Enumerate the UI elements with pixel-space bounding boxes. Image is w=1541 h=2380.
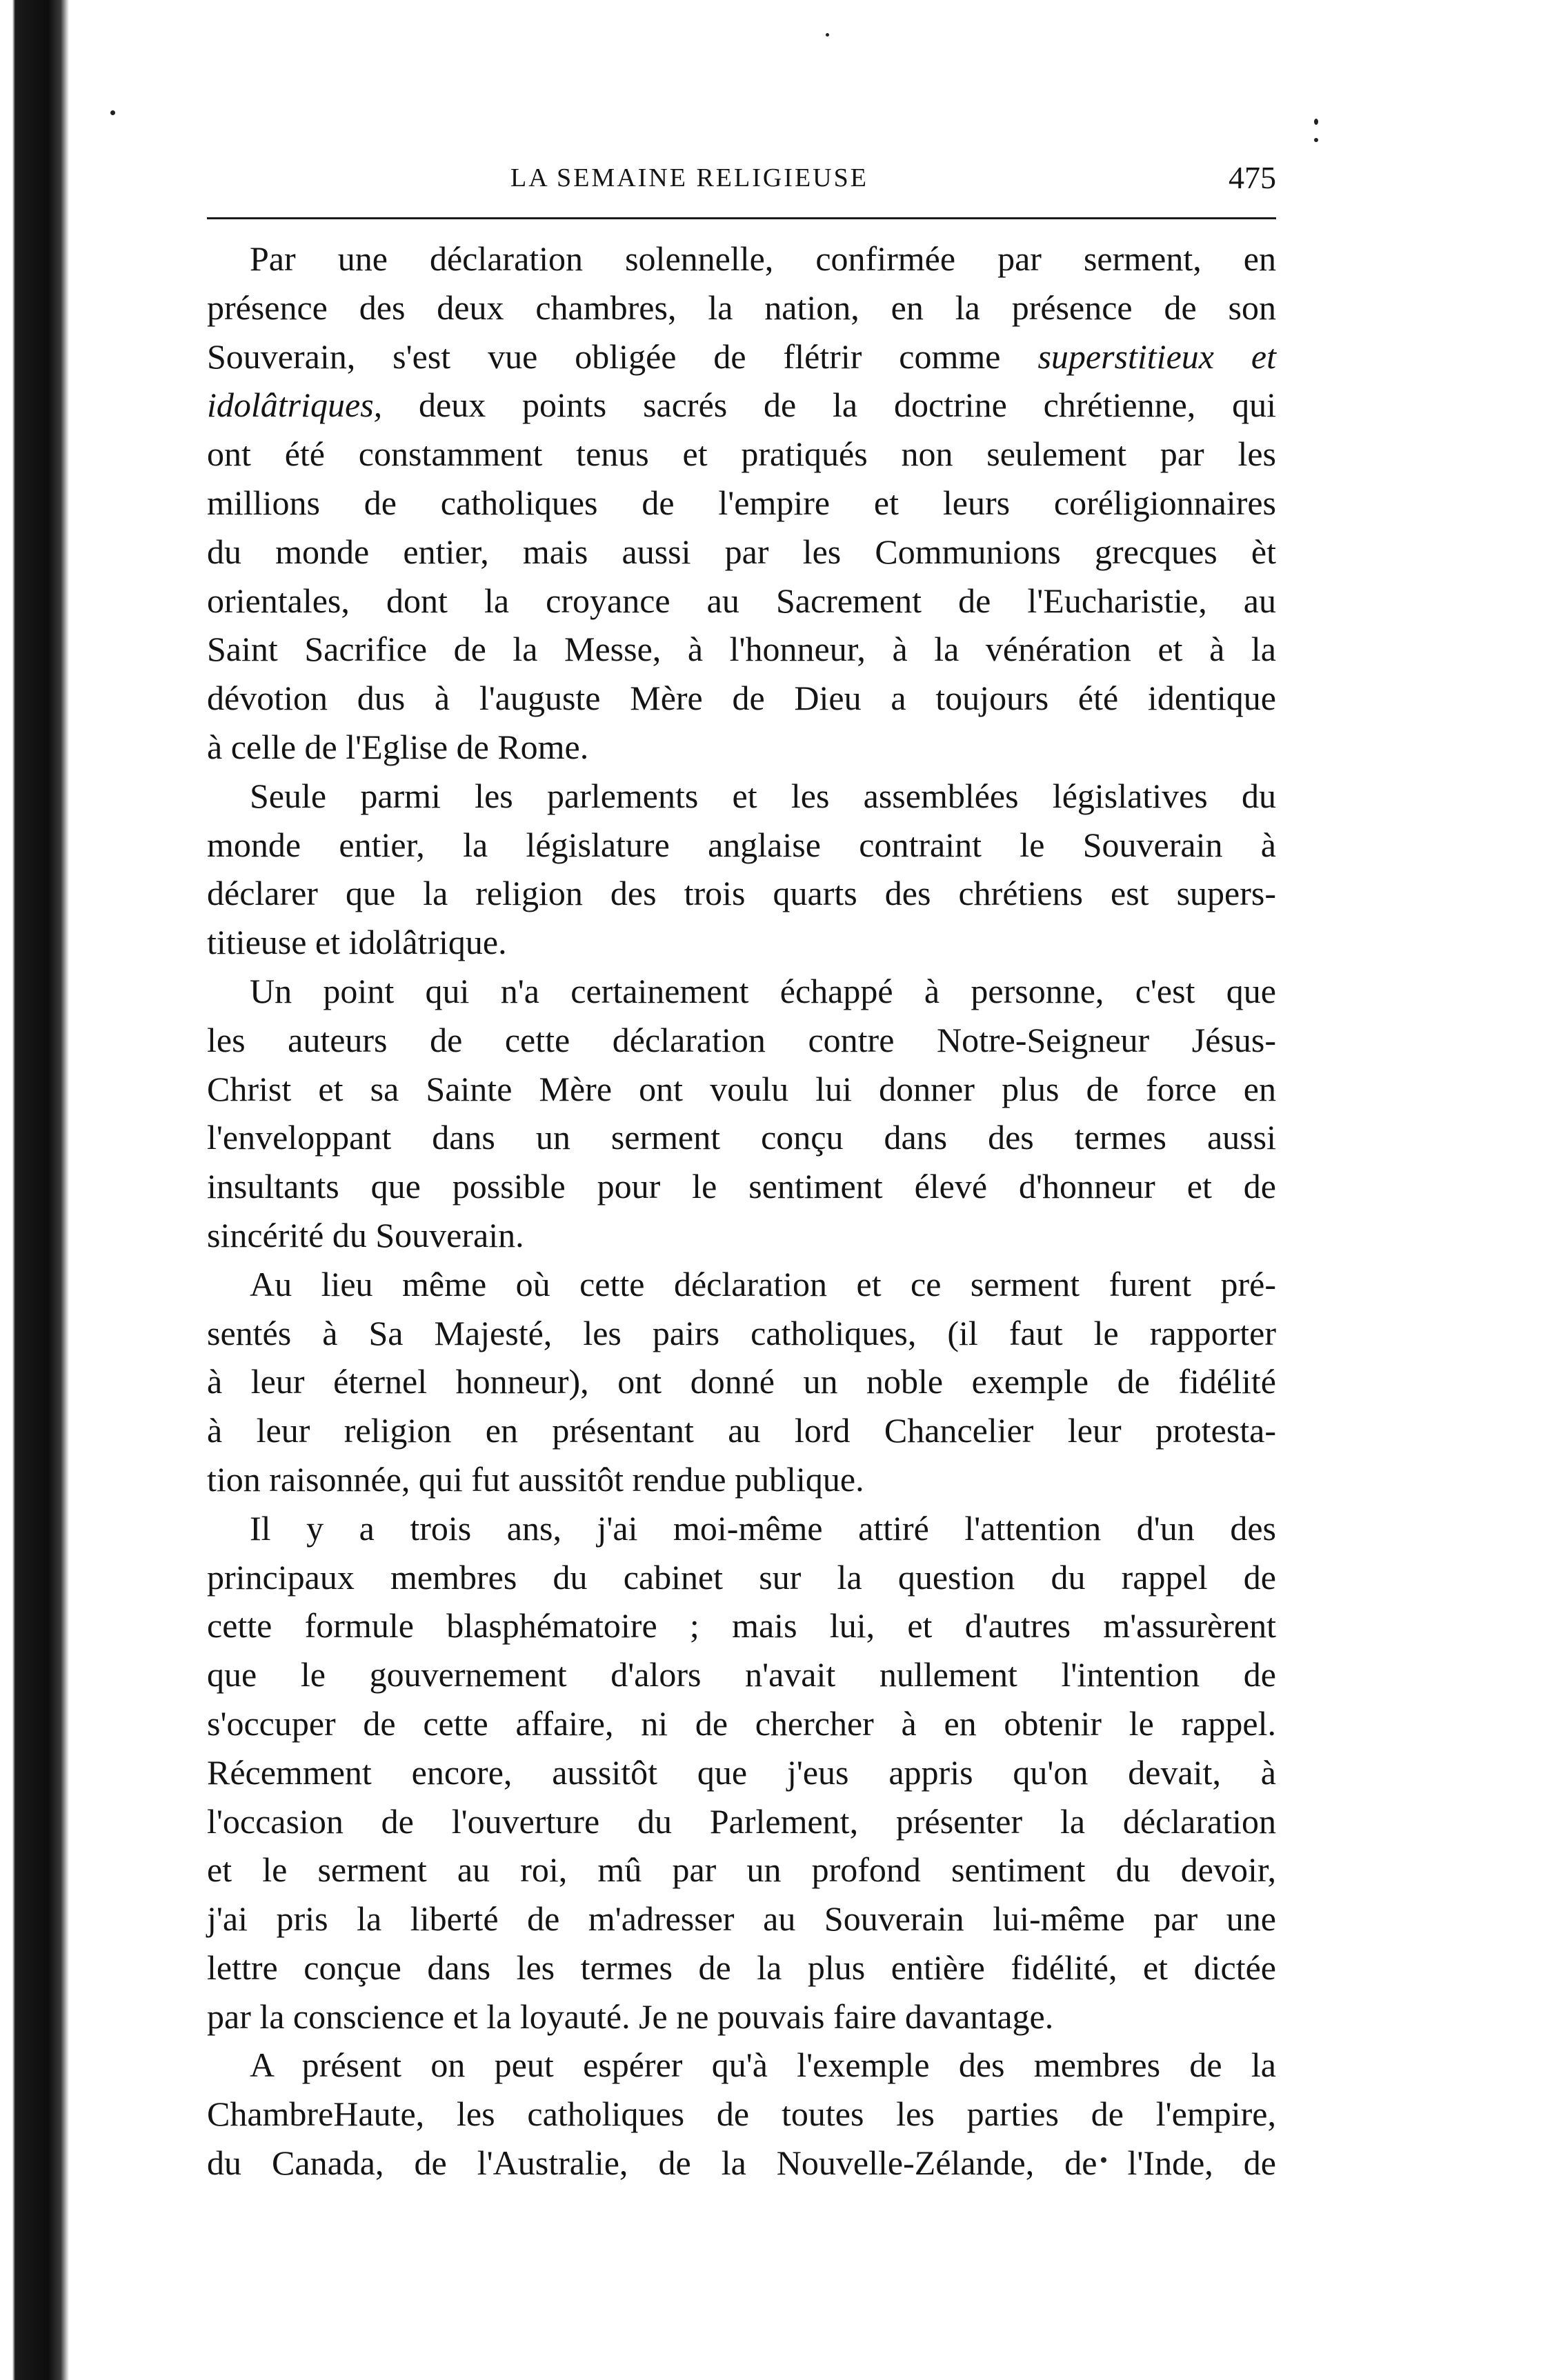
text-line: A présent on peut espérer qu'à l'exemple des membres de la bbox=[250, 2046, 1276, 2085]
text-line: Un point qui n'a certainement échappé à personne, c'est que bbox=[250, 971, 1276, 1010]
paragraph bbox=[207, 1260, 1276, 1504]
text-line: millions de catholiques de l'empire et leurs coréligionnaires bbox=[207, 483, 1276, 522]
body-text bbox=[207, 234, 1276, 2188]
running-title: LA SEMAINE RELIGIEUSE bbox=[510, 163, 868, 192]
page-number: 475 bbox=[1229, 160, 1276, 195]
text-line: du Canada, de l'Australie, de la Nouvelle-Zélande, de l'Inde, de bbox=[207, 2143, 1276, 2183]
text-line: insultants que possible pour le sentiment élevé d'honneur et de bbox=[207, 1167, 1276, 1206]
scan-speck bbox=[1314, 119, 1318, 125]
text-line: ont été constamment tenus et pratiqués non seulement par les bbox=[207, 434, 1276, 474]
text-line: monde entier, la législature anglaise contraint le Souverain à bbox=[207, 825, 1276, 864]
text-line: principaux membres du cabinet sur la question du rappel de bbox=[207, 1557, 1276, 1597]
scan-speck bbox=[1314, 138, 1318, 142]
text-line: j'ai pris la liberté de m'adresser au Souverain lui-même par une bbox=[207, 1899, 1276, 1939]
running-head bbox=[207, 157, 1276, 199]
paragraph bbox=[207, 967, 1276, 1260]
text-line: cette formule blasphématoire ; mais lui, et d'autres m'assurèrent bbox=[207, 1606, 1276, 1646]
paragraph bbox=[207, 1504, 1276, 2041]
paragraph bbox=[207, 772, 1276, 967]
text-line: tion raisonnée, qui fut aussitôt rendue publique. bbox=[207, 1459, 864, 1499]
paragraph bbox=[207, 234, 1276, 772]
text-line: sentés à Sa Majesté, les pairs catholiques, (il faut le rapporter bbox=[207, 1313, 1276, 1352]
text-line: du monde entier, mais aussi par les Communions grecques èt bbox=[207, 532, 1276, 571]
text-line: lettre conçue dans les termes de la plus entière fidélité, et dictée bbox=[207, 1948, 1276, 1987]
text-line: sincérité du Souverain. bbox=[207, 1215, 524, 1254]
text-line: Saint Sacrifice de la Messe, à l'honneur, à la vénération et à la bbox=[207, 630, 1276, 669]
text-line: présence des deux chambres, la nation, en la présence de son bbox=[207, 288, 1276, 327]
scan-speck bbox=[110, 110, 115, 115]
scan-speck bbox=[826, 33, 829, 37]
binding-edge bbox=[0, 0, 69, 2380]
text-line: Souverain, s'est vue obligée de flétrir comme superstitieux et bbox=[207, 337, 1276, 376]
text-line: déclarer que la religion des trois quarts des chrétiens est supers- bbox=[207, 874, 1276, 913]
text-line: Récemment encore, aussitôt que j'eus appris qu'on devait, à bbox=[207, 1752, 1276, 1792]
text-line: orientales, dont la croyance au Sacrement de l'Eucharistie, au bbox=[207, 581, 1276, 620]
text-line: à leur éternel honneur), ont donné un noble exemple de fidélité bbox=[207, 1362, 1276, 1401]
text-line: l'enveloppant dans un serment conçu dans des termes aussi bbox=[207, 1118, 1276, 1157]
text-line: l'occasion de l'ouverture du Parlement, présenter la déclaration bbox=[207, 1801, 1276, 1841]
text-line: à leur religion en présentant au lord Chancelier leur protesta- bbox=[207, 1411, 1276, 1450]
text-line: Seule parmi les parlements et les assemblées législatives du bbox=[250, 776, 1276, 815]
text-line: les auteurs de cette déclaration contre Notre-Seigneur Jésus- bbox=[207, 1020, 1276, 1059]
text-line: que le gouvernement d'alors n'avait nullement l'intention de bbox=[207, 1655, 1276, 1694]
text-line: dévotion dus à l'auguste Mère de Dieu a toujours été identique bbox=[207, 679, 1276, 718]
text-line: titieuse et idolâtrique. bbox=[207, 923, 507, 962]
text-line: Au lieu même où cette déclaration et ce serment furent pré- bbox=[250, 1264, 1276, 1303]
text-line: à celle de l'Eglise de Rome. bbox=[207, 727, 589, 766]
text-line: Par une déclaration solennelle, confirmée par serment, en bbox=[250, 239, 1276, 278]
text-line: Il y a trois ans, j'ai moi-même attiré l'attention d'un des bbox=[250, 1508, 1276, 1548]
text-line: s'occuper de cette affaire, ni de chercher à en obtenir le rappel. bbox=[207, 1703, 1276, 1743]
text-line: et le serment au roi, mû par un profond sentiment du devoir, bbox=[207, 1850, 1276, 1890]
header-rule bbox=[207, 217, 1276, 219]
text-line: ChambreHaute, les catholiques de toutes les parties de l'empire, bbox=[207, 2094, 1276, 2134]
text-line: par la conscience et la loyauté. Je ne pouvais faire davantage. bbox=[207, 1997, 1054, 2036]
text-line: Christ et sa Sainte Mère ont voulu lui donner plus de force en bbox=[207, 1069, 1276, 1108]
paragraph bbox=[207, 2041, 1276, 2187]
text-line: idolâtriques, deux points sacrés de la doctrine chrétienne, qui bbox=[207, 386, 1276, 425]
